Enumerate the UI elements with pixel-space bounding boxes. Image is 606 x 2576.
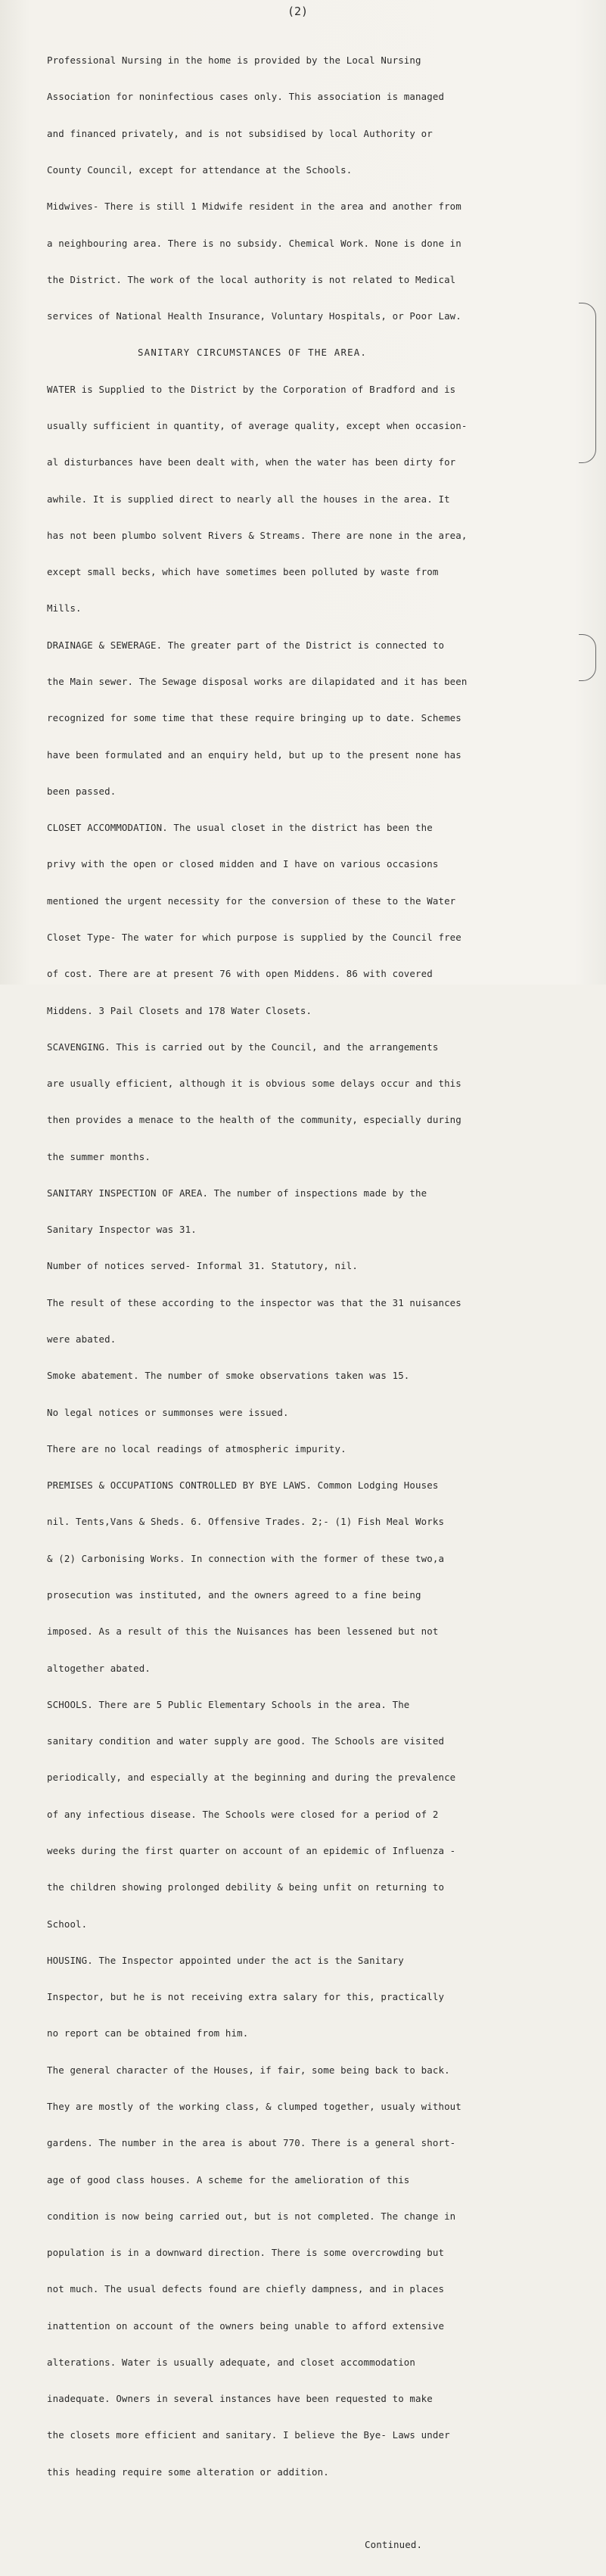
text-line: sanitary condition and water supply are good. The Schools are visited — [47, 1735, 445, 1747]
text-line: the District. The work of the local authority is not related to Medical — [47, 273, 456, 285]
text-line: has not been plumbo solvent Rivers & Streams. There are none in the area, — [47, 529, 468, 541]
text-line: usually sufficient in quantity, of average quality, except when occasion- — [47, 420, 468, 431]
text-line: DRAINAGE & SEWERAGE. The greater part of the District is connected to — [47, 639, 445, 651]
text-line: Closet Type- The water for which purpose is supplied by the Council free — [47, 931, 461, 943]
text-line: CLOSET ACCOMMODATION. The usual closet in the district has been the — [47, 822, 433, 834]
text-line: the closets more efficient and sanitary. I believe the Bye- Laws under — [47, 2429, 450, 2441]
text-line: been passed. — [47, 785, 117, 797]
text-line: weeks during the first quarter on account of an epidemic of Influenza - — [47, 1844, 456, 1856]
text-line: SANITARY INSPECTION OF AREA. The number of inspections made by the — [47, 1187, 427, 1199]
text-line: Mills. — [47, 602, 82, 614]
text-line: alterations. Water is usually adequate, and closet accommodation — [47, 2356, 416, 2368]
text-line: School. — [47, 1918, 88, 1930]
text-line: no report can be obtained from him. — [47, 2027, 249, 2039]
text-line: & (2) Carbonising Works. In connection with the former of these two,a — [47, 1552, 445, 1564]
text-line: recognized for some time that these require bringing up to date. Schemes — [47, 712, 461, 724]
text-line: Association for noninfectious cases only. This association is managed — [47, 91, 445, 103]
text-line: There are no local readings of atmospheric impurity. — [47, 1442, 347, 1454]
text-line: are usually efficient, although it is obvious some delays occur and this — [47, 1078, 461, 1090]
text-line: the summer months. — [47, 1150, 151, 1162]
margin-bracket — [579, 634, 596, 681]
text-line: of any infectious disease. The Schools were closed for a period of 2 — [47, 1808, 439, 1820]
text-line: No legal notices or summonses were issued. — [47, 1406, 289, 1418]
text-line: the children showing prolonged debility & being unfit on returning to — [47, 1881, 445, 1893]
text-line: HOUSING. The Inspector appointed under the act is the Sanitary — [47, 1954, 404, 1966]
text-line: The result of these according to the inspector was that the 31 nuisances — [47, 1296, 461, 1308]
text-line: inattention on account of the owners being unable to afford extensive — [47, 2319, 445, 2332]
section-heading: SANITARY CIRCUMSTANCES OF THE AREA. — [138, 347, 368, 359]
text-line: a neighbouring area. There is no subsidy. Chemical Work. None is done in — [47, 237, 461, 249]
text-line: Middens. 3 Pail Closets and 178 Water Closets. — [47, 1004, 312, 1016]
page-number: (2) — [287, 5, 309, 18]
text-line: Professional Nursing in the home is provided by the Local Nursing — [47, 54, 421, 67]
text-line: SCAVENGING. This is carried out by the Council, and the arrangements — [47, 1041, 439, 1053]
text-line: PREMISES & OCCUPATIONS CONTROLLED BY BYE LAWS. Common Lodging Houses — [47, 1479, 439, 1492]
text-line: al disturbances have been dealt with, when the water has been dirty for — [47, 456, 456, 468]
text-line: WATER is Supplied to the District by the Corporation of Bradford and is — [47, 383, 456, 395]
text-line: inadequate. Owners in several instances have been requested to make — [47, 2393, 433, 2405]
continued-note: Continued. — [365, 2539, 423, 2551]
text-line: then provides a menace to the health of the community, especially during — [47, 1114, 461, 1126]
text-line: population is in a downward direction. There is some overcrowding but — [47, 2247, 445, 2259]
text-line: prosecution was instituted, and the owners agreed to a fine being — [47, 1589, 421, 1601]
text-line: have been formulated and an enquiry held, but up to the present none has — [47, 748, 461, 761]
text-line: gardens. The number in the area is about 770. There is a general short- — [47, 2137, 456, 2149]
text-line: Inspector, but he is not receiving extra salary for this, practically — [47, 1991, 445, 2003]
text-line — [47, 2503, 576, 2515]
text-line: altogether abated. — [47, 1662, 151, 1674]
text-line: They are mostly of the working class, & clumped together, usualy without — [47, 2100, 461, 2112]
text-line: Midwives- There is still 1 Midwife resident in the area and another from — [47, 201, 461, 213]
text-line: imposed. As a result of this the Nuisances has been lessened but not — [47, 1626, 439, 1638]
text-line: not much. The usual defects found are chiefly dampness, and in places — [47, 2283, 445, 2295]
text-line: periodically, and especially at the beginning and during the prevalence — [47, 1772, 456, 1784]
text-line: The general character of the Houses, if fair, some being back to back. — [47, 2064, 450, 2076]
text-line: Number of notices served- Informal 31. Statutory, nil. — [47, 1260, 358, 1272]
text-line: Smoke abatement. The number of smoke observations taken was 15. — [47, 1370, 410, 1382]
text-line: and financed privately, and is not subsidised by local Authority or — [47, 127, 433, 139]
text-line: mentioned the urgent necessity for the conversion of these to the Water — [47, 894, 456, 907]
document-body — [47, 30, 576, 2576]
text-line: condition is now being carried out, but is not completed. The change in — [47, 2210, 456, 2222]
text-line: the Main sewer. The Sewage disposal works are dilapidated and it has been — [47, 675, 468, 687]
text-line: awhile. It is supplied direct to nearly all the houses in the area. It — [47, 493, 450, 505]
text-line: SCHOOLS. There are 5 Public Elementary Schools in the area. The — [47, 1698, 410, 1710]
text-line: this heading require some alteration or addition. — [47, 2466, 329, 2478]
text-line: privy with the open or closed midden and I have on various occasions — [47, 858, 439, 870]
text-line: age of good class houses. A scheme for the amelioration of this — [47, 2173, 410, 2186]
text-line: services of National Health Insurance, Voluntary Hospitals, or Poor Law. — [47, 310, 461, 322]
text-line: Sanitary Inspector was 31. — [47, 1224, 197, 1236]
text-line: County Council, except for attendance at the Schools. — [47, 164, 353, 176]
text-line: nil. Tents,Vans & Sheds. 6. Offensive Trades. 2;- (1) Fish Meal Works — [47, 1516, 445, 1528]
text-line: of cost. There are at present 76 with open Middens. 86 with covered — [47, 968, 433, 980]
margin-bracket — [579, 303, 596, 463]
text-line: were abated. — [47, 1333, 117, 1346]
text-line: except small becks, which have sometimes been polluted by waste from — [47, 566, 439, 578]
